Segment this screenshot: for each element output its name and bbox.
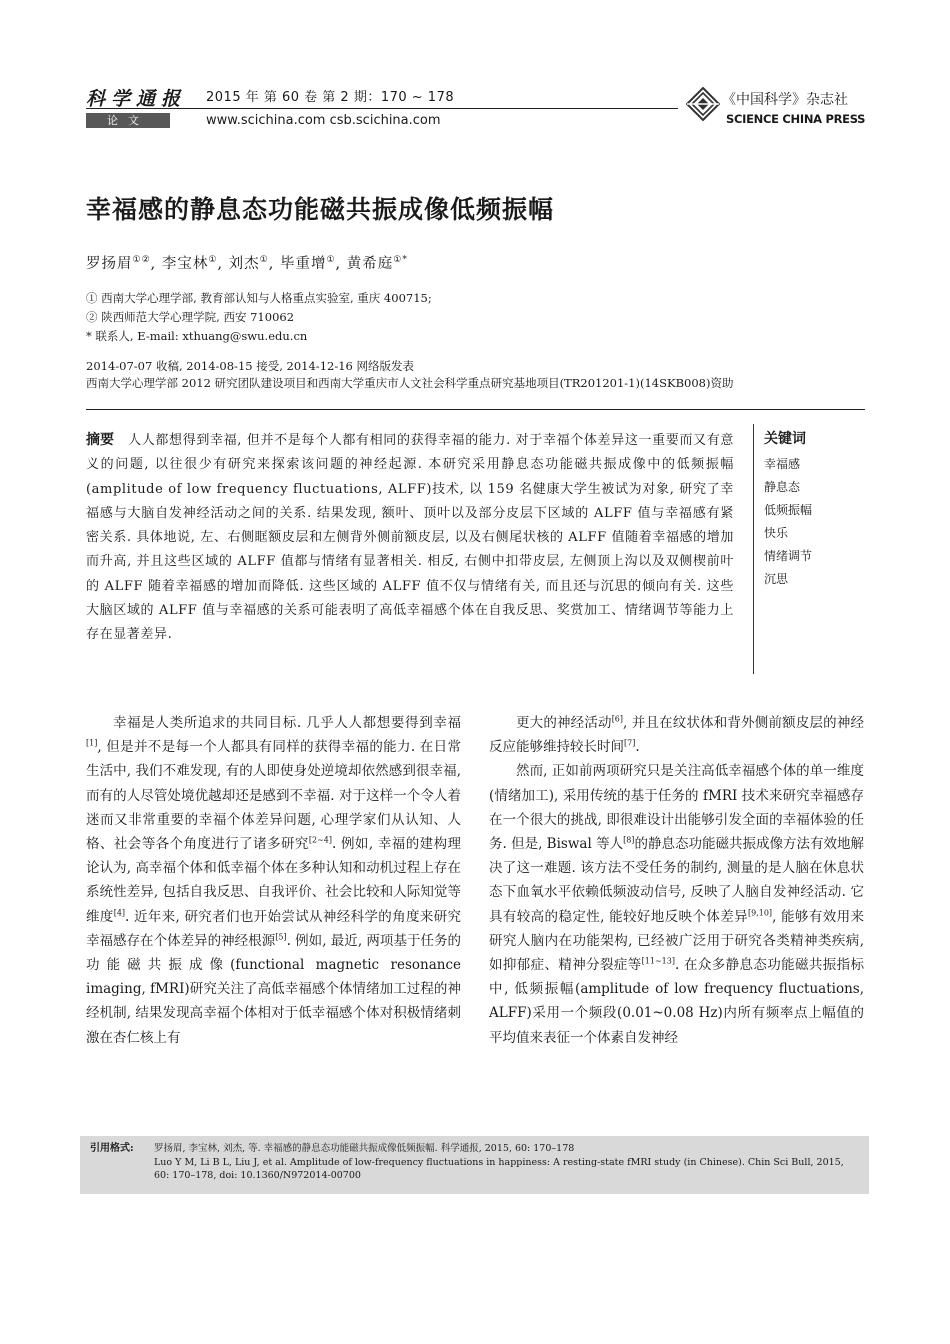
journal-websites[interactable]: www.scichina.com csb.scichina.com	[206, 113, 441, 128]
body-text: . 例如, 幸福的建构理论认为, 高幸福个体和低幸福个体在多种认知和动机过程上存在系统性差异, 包括自我反思、自我评价、社会比较和人际知觉等维度	[86, 836, 462, 925]
reference-citation[interactable]: [7]	[624, 738, 636, 748]
keyword-item: 低频振幅	[764, 503, 813, 517]
author-name: 李宝林	[161, 256, 209, 272]
keywords-panel	[764, 428, 812, 591]
citation-label: 引用格式:	[90, 1143, 134, 1154]
article-history	[86, 358, 733, 392]
body-text: 更大的神经活动	[516, 715, 612, 731]
body-paragraph	[489, 711, 864, 759]
received-dates: 2014-07-07 收稿, 2014-08-15 接受, 2014-12-16 网络版发表	[86, 359, 415, 373]
citation-box	[80, 1136, 869, 1194]
publisher-name-cn: 《中国科学》杂志社	[722, 92, 848, 108]
body-text: 幸福是人类所追求的共同目标. 几乎人人都想要得到幸福	[113, 715, 461, 731]
issue-info: 2015 年 第 60 卷 第 2 期：170 ~ 178	[206, 90, 455, 105]
author-name: 刘杰	[228, 256, 260, 272]
body-text: , 但是并不是每一个人都具有同样的获得幸福的能力. 在日常生活中, 我们不难发现, 有的人即使身处逆境却依然感到很幸福, 而有的人尽管处境优越却还是感到不幸福. 对于这样一个令人着迷而又非常重要的幸福个体差异问题, 心理学家们从认知、人格、社会等各个角度进行了诸多研究	[86, 739, 461, 853]
reference-citation[interactable]: [1]	[86, 738, 98, 748]
funding-statement: 西南大学心理学部 2012 研究团队建设项目和西南大学重庆市人文社会科学重点研究基地项目(TR201201-1)(14SKB008)资助	[86, 376, 734, 390]
body-column-left	[86, 711, 461, 1050]
author-name: 黄希庭	[346, 256, 394, 272]
body-text: 然而, 正如前两项研究只是关注高低幸福感个体的单一维度(情绪加工), 采用传统的基于任务的 fMRI 技术来研究幸福感存在一个很大的挑战, 即很难设计出能够引发全面的幸福体验的任务. 但是, Biswal 等人	[489, 763, 864, 853]
keyword-item: 静息态	[764, 480, 801, 494]
author-affiliation-mark: ①	[326, 255, 336, 266]
body-text: 的静息态功能磁共振成像方法有效地解决了这一难题. 该方法不受任务的制约, 测量的是人脑在休息状态下血氧水平依赖低频波动信号, 反映了人脑自发神经活动. 它具有较高的稳定性, 能较好地反映个体差异	[489, 836, 865, 925]
abstract	[86, 428, 734, 648]
keyword-divider	[753, 424, 754, 674]
author-affiliation-mark: ①	[208, 255, 218, 266]
keyword-item: 沉思	[764, 572, 789, 586]
publisher-name-en: SCIENCE CHINA PRESS	[726, 112, 866, 126]
keywords-title: 关键词	[764, 431, 806, 447]
body-paragraph	[86, 711, 461, 1050]
author-affiliation-mark: ①②	[132, 255, 151, 266]
journal-name: 科学通报	[86, 88, 187, 110]
reference-citation[interactable]: [5]	[275, 932, 287, 942]
affiliation-1: ① 西南大学心理学部, 教育部认知与人格重点实验室, 重庆 400715;	[86, 291, 432, 305]
body-column-right	[489, 711, 864, 1050]
reference-citation[interactable]: [2~4]	[308, 835, 332, 845]
author-separator: ,	[335, 256, 347, 272]
author-affiliation-mark: ①*	[393, 255, 408, 266]
keyword-item: 幸福感	[764, 457, 801, 471]
author-separator: ,	[217, 256, 229, 272]
citation-cn: 罗扬眉, 李宝林, 刘杰, 等. 幸福感的静息态功能磁共振成像低频振幅. 科学通报, 2015, 60: 170–178	[154, 1143, 575, 1154]
abstract-text: 人人都想得到幸福, 但并不是每个人都有相同的获得幸福的能力. 对于幸福个体差异这一重要而又有意义的问题, 以往很少有研究来探索该问题的神经起源. 本研究采用静息态功能磁共振成像中的低频振幅(amplitude of low frequency fluctuations, ALFF)技术, 以 159 名健康大学生被试为对象, 研究了幸福感与大脑自发神经活动之间的关系. 结果发现, 额叶、顶叶以及部分皮层下区域的 ALFF 值与幸福感有紧密关系. 具体地说, 左、右侧眶额皮层和左侧背外侧前额皮层, 以及右侧尾状核的 ALFF 值随着幸福感的增加而升高, 并且这些区域的 ALFF 值都与情绪有显著相关. 相反, 右侧中扣带皮层, 左侧顶上沟以及双侧楔前叶的 ALFF 随着幸福感的增加而降低. 这些区域的 ALFF 值不仅与情绪有关, 而且还与沉思的倾向有关. 这些大脑区域的 ALFF 值与幸福感的关系可能表明了高低幸福感个体在自我反思、奖赏加工、情绪调节等能力上存在显著差异.	[86, 433, 735, 643]
affiliation-2: ② 陕西师范大学心理学院, 西安 710062	[86, 310, 295, 324]
author-separator: ,	[150, 256, 162, 272]
body-paragraph	[489, 759, 864, 1049]
publisher-brand	[686, 86, 886, 130]
author-list	[86, 252, 408, 273]
body-text: . 例如, 最近, 两项基于任务的功能磁共振成像(functional magnetic resonance imaging, fMRI)研究关注了高低幸福感个体情绪加工过程的神经机制, 结果发现高幸福个体相对于低幸福感个体对积极情绪刺激在杏仁核上有	[86, 932, 462, 1046]
body-text: , 能够有效用来研究人脑内在功能架构, 已经被广泛用于研究各类精神类疾病, 如抑郁症、精神分裂症等	[489, 908, 864, 974]
science-china-press-logo-icon	[686, 87, 720, 121]
author-name: 罗扬眉	[86, 256, 133, 272]
reference-citation[interactable]: [8]	[623, 835, 635, 845]
keyword-list	[764, 453, 812, 591]
reference-citation[interactable]: [9,10]	[748, 908, 773, 918]
body-text: . 在众多静息态功能磁共振指标中, 低频振幅(amplitude of low frequency fluctuations, ALFF)采用一个频段(0.01~0.08 Hz)内所有频率点上幅值的平均值来表征一个体素自发神经	[489, 957, 864, 1046]
body-text: .	[635, 739, 640, 756]
reference-citation[interactable]: [6]	[611, 714, 624, 724]
author-affiliation-mark: ①	[259, 255, 269, 266]
body-text: , 并且在纹状体和背外侧前额皮层的神经反应能够维持较长时间	[489, 715, 864, 756]
author-name: 毕重增	[279, 256, 327, 272]
reference-citation[interactable]: [11~13]	[641, 956, 675, 966]
keyword-item: 快乐	[764, 526, 789, 540]
author-separator: ,	[268, 256, 280, 272]
article-title: 幸福感的静息态功能磁共振成像低频振幅	[86, 195, 555, 224]
section-label: 论文	[86, 113, 170, 128]
citation-text	[154, 1142, 854, 1183]
header-rule	[86, 108, 678, 109]
citation-en[interactable]: Luo Y M, Li B L, Liu J, et al. Amplitude of low-frequency fluctuations in happiness: A resting-state fMRI study (in Chinese). Chin Sci Bull, 2015, 60: 170–178, doi: 10.1360/N972014-00700	[154, 1156, 844, 1181]
reference-citation[interactable]: [4]	[113, 908, 126, 918]
keyword-item: 情绪调节	[764, 549, 813, 563]
abstract-label: 摘要	[86, 432, 115, 448]
corresponding-contact[interactable]: * 联系人, E-mail: xthuang@swu.edu.cn	[86, 329, 308, 343]
affiliations	[86, 289, 432, 346]
body-text: . 近年来, 研究者们也开始尝试从神经科学的角度来研究幸福感存在个体差异的神经根源	[86, 908, 462, 949]
section-divider	[86, 409, 865, 410]
